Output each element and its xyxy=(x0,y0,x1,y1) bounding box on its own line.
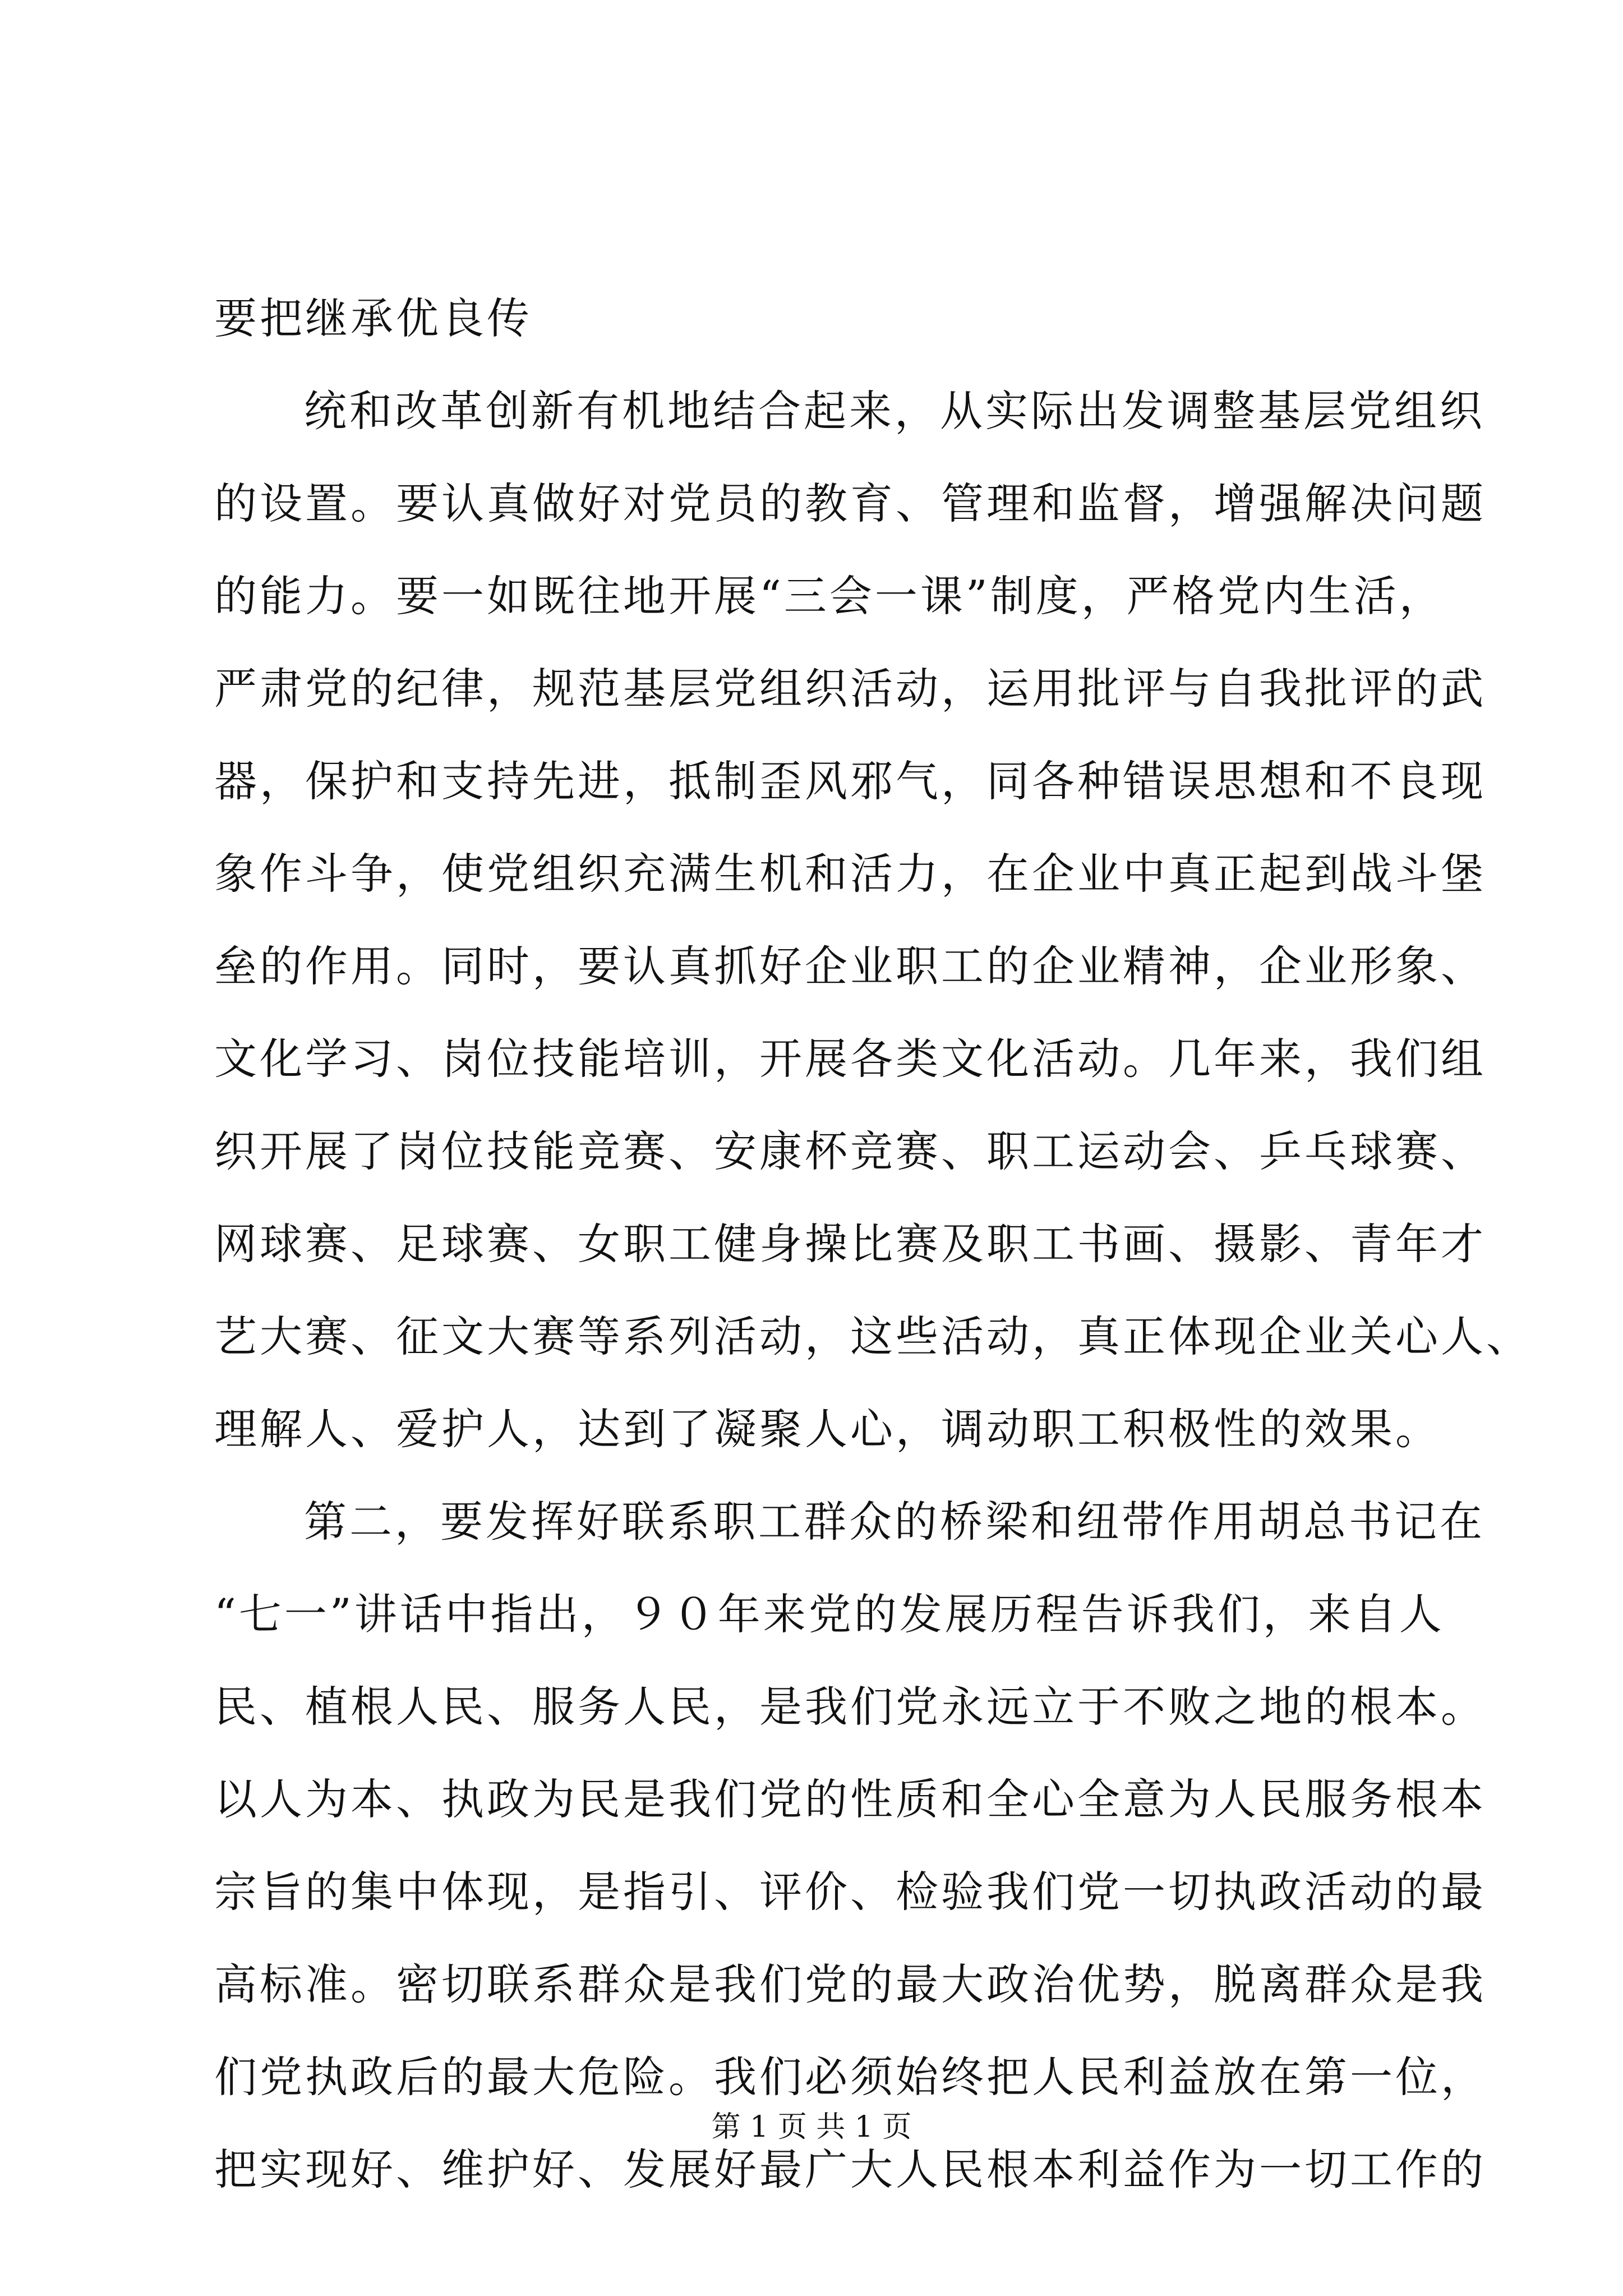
text-line: 要把继承优良传 xyxy=(214,293,532,343)
page-footer xyxy=(0,2109,1623,2145)
text-line: 象作斗争，使党组织充满生机和活力，在企业中真正起到战斗堡 xyxy=(214,849,1486,899)
document-body xyxy=(214,292,1532,2197)
text-line: 艺大赛、征文大赛等系列活动，这些活动，真正体现企业关心人、 xyxy=(214,1312,1532,1361)
text-line: 的设置。要认真做好对党员的教育、管理和监督，增强解决问题 xyxy=(214,478,1486,528)
text-line: 严肃党的纪律，规范基层党组织活动，运用批评与自我批评的武 xyxy=(214,664,1486,714)
text-line: 文化学习、岗位技能培训，开展各类文化活动。几年来，我们组 xyxy=(214,1034,1486,1084)
text-line: 网球赛、足球赛、女职工健身操比赛及职工书画、摄影、青年才 xyxy=(214,1219,1486,1269)
text-line: 民、植根人民、服务人民，是我们党永远立于不败之地的根本。 xyxy=(214,1682,1486,1732)
text-line: “七一”讲话中指出，９０年来党的发展历程告诉我们，来自人 xyxy=(214,1589,1445,1639)
text-line: 的能力。要一如既往地开展“三会一课”制度，严格党内生活， xyxy=(214,571,1445,621)
text-line: 高标准。密切联系群众是我们党的最大政治优势，脱离群众是我 xyxy=(214,1959,1486,2009)
text-line: 们党执政后的最大危险。我们必须始终把人民利益放在第一位， xyxy=(214,2052,1486,2102)
text-line: 把实现好、维护好、发展好最广大人民根本利益作为一切工作的 xyxy=(214,2145,1486,2194)
text-line: 宗旨的集中体现，是指引、评价、检验我们党一切执政活动的最 xyxy=(214,1867,1486,1917)
text-line: 器，保护和支持先进，抵制歪风邪气，同各种错误思想和不良现 xyxy=(214,756,1486,806)
text-line: 理解人、爱护人，达到了凝聚人心，调动职工积极性的效果。 xyxy=(214,1404,1441,1454)
page-number: 第 1 页 共 1 页 xyxy=(711,2110,912,2144)
text-line: 垒的作用。同时，要认真抓好企业职工的企业精神，企业形象、 xyxy=(214,941,1486,991)
text-line: 以人为本、执政为民是我们党的性质和全心全意为人民服务根本 xyxy=(214,1774,1486,1824)
text-line: 织开展了岗位技能竞赛、安康杯竞赛、职工运动会、乒乓球赛、 xyxy=(214,1126,1486,1176)
text-line: 统和改革创新有机地结合起来，从实际出发调整基层党组织 xyxy=(304,386,1485,436)
text-line: 第二，要发挥好联系职工群众的桥梁和纽带作用胡总书记在 xyxy=(304,1497,1485,1547)
